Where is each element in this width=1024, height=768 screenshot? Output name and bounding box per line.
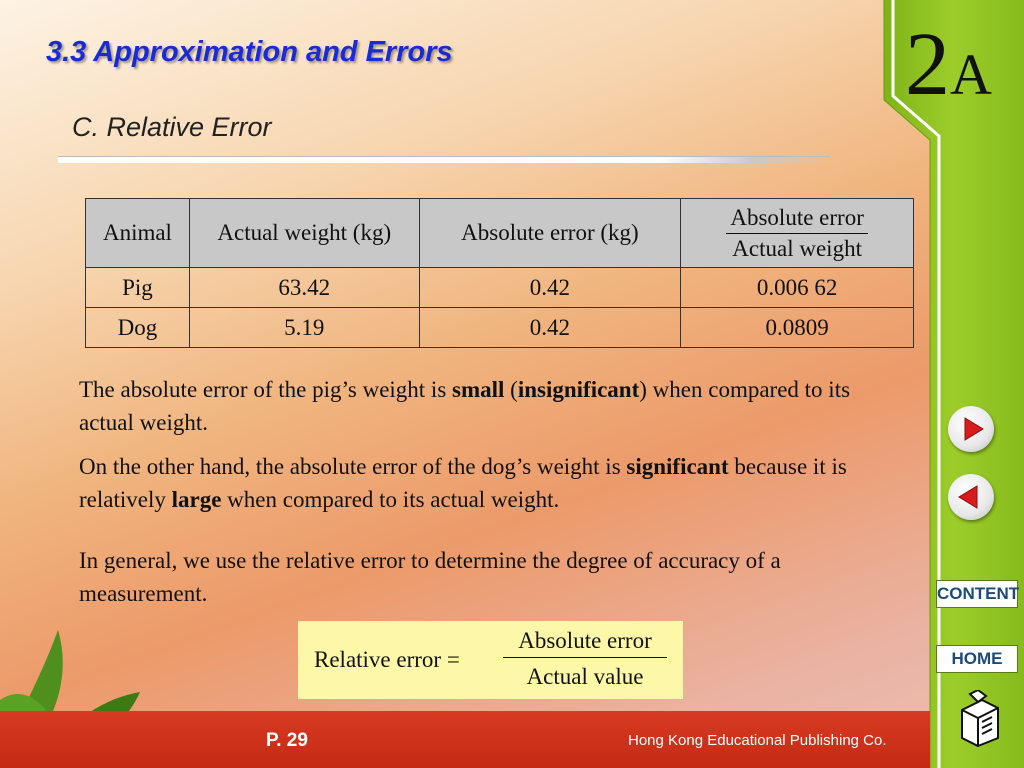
next-slide-button[interactable] — [948, 406, 994, 452]
book-code-number: 2 — [905, 15, 950, 114]
table-header-cell: Animal — [86, 199, 190, 268]
table-cell: Dog — [86, 308, 190, 348]
paragraph-dog — [79, 450, 909, 516]
table-header-cell: Actual weight (kg) — [189, 199, 419, 268]
paragraph-text: ) when compared to its actual weight. — [79, 377, 851, 435]
previous-arrow-icon — [948, 474, 994, 520]
table-cell: 63.42 — [189, 268, 419, 308]
table-header-fraction-cell — [681, 199, 914, 268]
formula-box — [298, 621, 683, 699]
formula-lhs: Relative error = — [314, 647, 460, 672]
paragraph-pig — [79, 373, 909, 439]
book-code-logo — [905, 15, 992, 114]
emphasis-text: insignificant — [517, 377, 640, 402]
weight-error-table — [85, 198, 914, 348]
paragraph-text: The absolute error of the pig’s weight is — [79, 377, 453, 402]
paragraph-general: In general, we use the relative error to determine the degree of accuracy of a measurement. — [79, 548, 781, 606]
paragraph-text: On the other hand, the absolute error of the dog’s weight is — [79, 454, 627, 479]
emphasis-text: large — [171, 487, 222, 512]
content-button[interactable]: CONTENT — [936, 580, 1018, 608]
table-cell: 0.42 — [419, 308, 681, 348]
paragraph-text: when compared to its actual weight. — [221, 487, 560, 512]
header-fraction-numerator: Absolute error — [726, 205, 868, 234]
home-button[interactable]: HOME — [936, 645, 1018, 673]
paragraph-text: because it is relatively — [79, 454, 847, 512]
table-header-cell: Absolute error (kg) — [419, 199, 681, 268]
book-code-letter: A — [950, 42, 992, 107]
formula-numerator: Absolute error — [503, 628, 667, 658]
table-cell: Pig — [86, 268, 190, 308]
paragraph-text: ( — [504, 377, 518, 402]
emphasis-text: small — [452, 377, 505, 402]
formula-denominator: Actual value — [526, 664, 644, 689]
emphasis-text: significant — [626, 454, 729, 479]
table-row — [86, 308, 914, 348]
table-row — [86, 268, 914, 308]
table-header-row — [86, 199, 914, 268]
publisher-name: Hong Kong Educational Publishing Co. — [628, 732, 887, 749]
table-cell: 0.0809 — [681, 308, 914, 348]
section-subtitle: C. Relative Error — [72, 112, 272, 142]
slide-title: 3.3 Approximation and Errors — [46, 36, 453, 68]
next-arrow-icon — [948, 406, 994, 452]
page-number: P. 29 — [266, 730, 308, 751]
title-divider — [58, 156, 830, 163]
header-fraction — [726, 205, 868, 262]
header-fraction-denominator: Actual weight — [732, 235, 862, 261]
previous-slide-button[interactable] — [948, 474, 994, 520]
table-cell: 5.19 — [189, 308, 419, 348]
table-cell: 0.42 — [419, 268, 681, 308]
contents-book-icon[interactable] — [956, 690, 1004, 748]
table-cell: 0.006 62 — [681, 268, 914, 308]
formula-fraction — [503, 628, 667, 690]
